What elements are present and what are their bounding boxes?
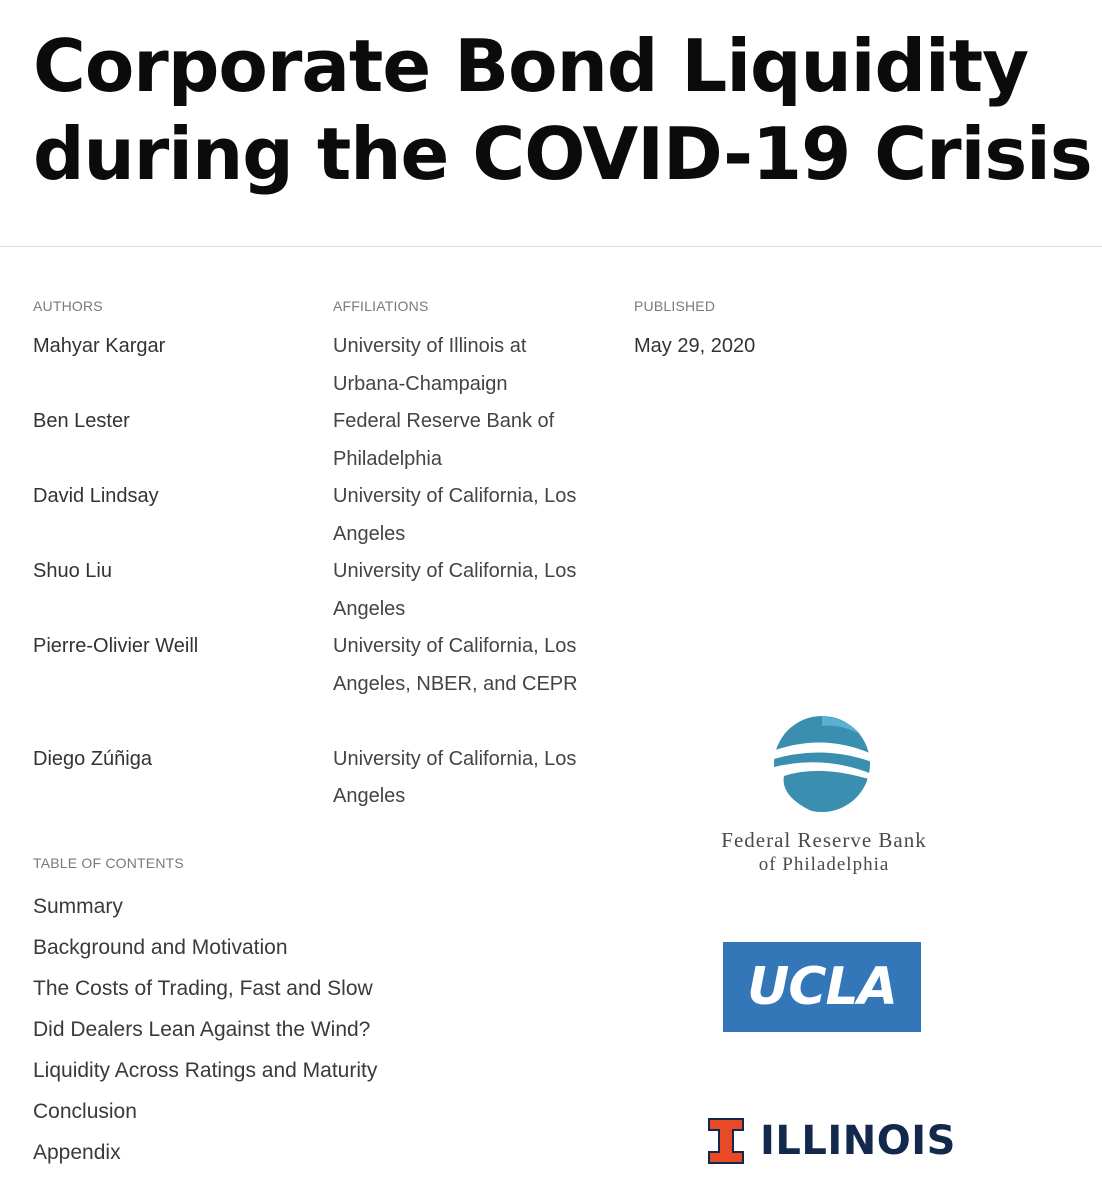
illinois-wordmark: ILLINOIS	[760, 1118, 956, 1164]
ucla-wordmark: UCLA	[747, 957, 897, 1017]
toc-link-background[interactable]: Background and Motivation	[33, 936, 288, 959]
authors-column	[33, 328, 323, 816]
published-label: PUBLISHED	[634, 298, 716, 314]
author-name[interactable]: Pierre-Olivier Weill	[33, 635, 199, 657]
page-title: Corporate Bond Liquidity during the COVID-19 Crisis	[33, 24, 1092, 196]
table-of-contents	[33, 886, 377, 1173]
authors-label: AUTHORS	[33, 298, 103, 314]
author-affiliation: University of California, Los Angeles, NBER, and CEPR	[333, 635, 578, 695]
toc-link-conclusion[interactable]: Conclusion	[33, 1100, 137, 1123]
author-name[interactable]: Ben Lester	[33, 410, 130, 432]
affiliations-column	[333, 328, 593, 816]
toc-link-summary[interactable]: Summary	[33, 895, 123, 918]
author-name[interactable]: David Lindsay	[33, 485, 159, 507]
frb-name-line2: of Philadelphia	[758, 854, 890, 875]
title-divider	[0, 246, 1102, 247]
affiliations-label: AFFILIATIONS	[333, 298, 429, 314]
eagle-emblem-icon	[700, 714, 948, 818]
published-date: May 29, 2020	[634, 335, 756, 357]
frb-philadelphia-logo	[700, 714, 948, 884]
author-name[interactable]: Diego Zúñiga	[33, 747, 152, 770]
author-affiliation: University of California, Los Angeles	[333, 560, 577, 620]
illinois-logo	[708, 1118, 968, 1166]
block-i-icon	[708, 1118, 744, 1164]
author-affiliation: University of California, Los Angeles	[333, 485, 577, 545]
author-affiliation: University of Illinois at Urbana-Champaign	[333, 335, 527, 395]
author-name[interactable]: Mahyar Kargar	[33, 335, 166, 357]
toc-label: TABLE OF CONTENTS	[33, 855, 184, 871]
ucla-logo	[723, 942, 921, 1032]
toc-link-costs-of-trading[interactable]: The Costs of Trading, Fast and Slow	[33, 977, 373, 1000]
frb-name-line1: Federal Reserve Bank	[721, 828, 927, 852]
author-name[interactable]: Shuo Liu	[33, 560, 112, 582]
author-affiliation: Federal Reserve Bank of Philadelphia	[333, 410, 555, 470]
toc-link-appendix[interactable]: Appendix	[33, 1141, 121, 1164]
author-affiliation: University of California, Los Angeles	[333, 747, 577, 807]
toc-link-dealers[interactable]: Did Dealers Lean Against the Wind?	[33, 1018, 371, 1041]
toc-link-ratings-maturity[interactable]: Liquidity Across Ratings and Maturity	[33, 1059, 378, 1082]
